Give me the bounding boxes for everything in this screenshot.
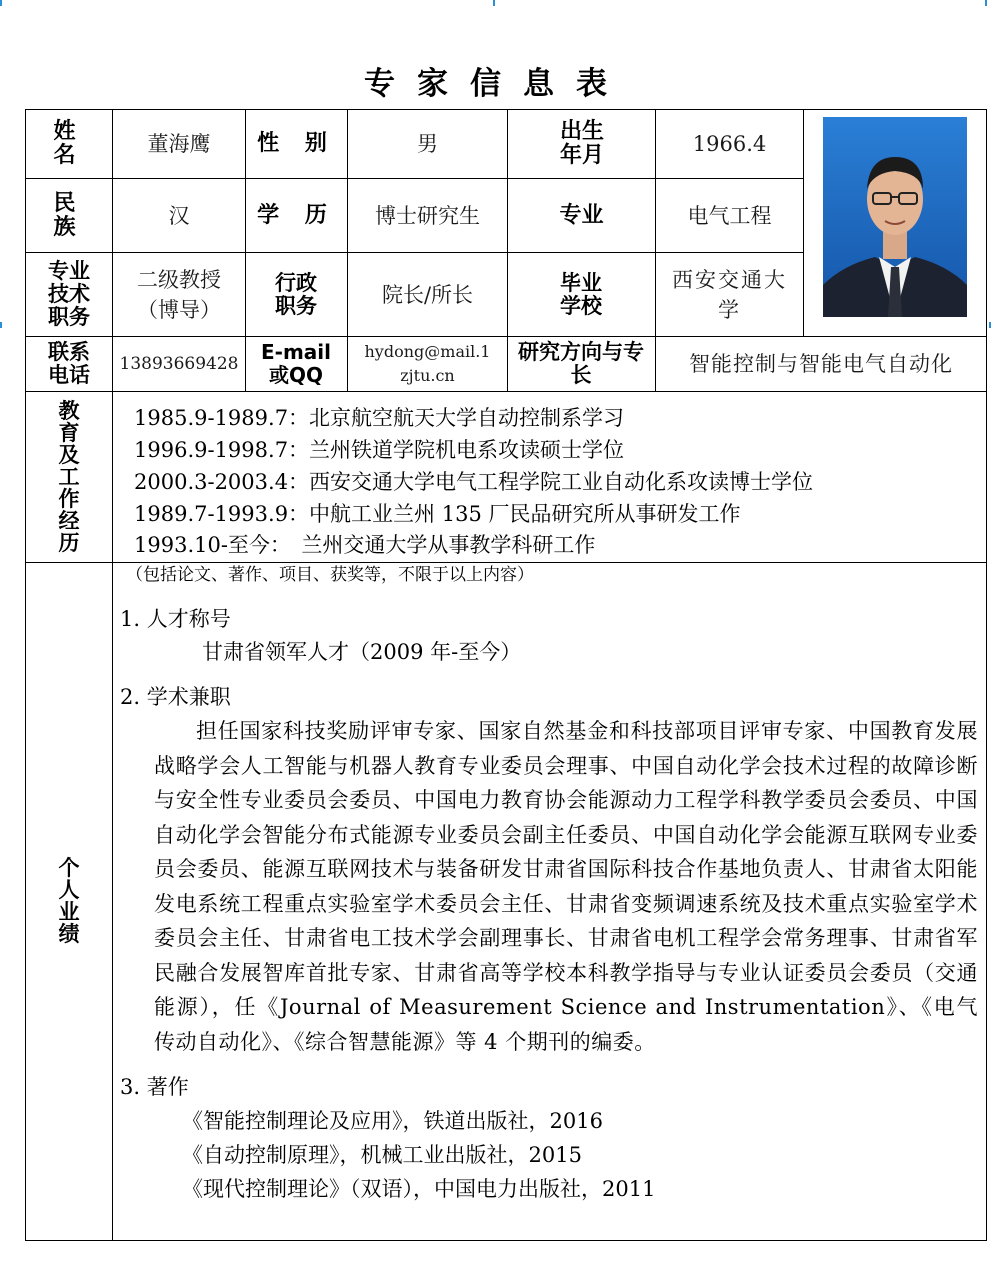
academic-text: 担任国家科技奖励评审专家、国家自然基金和科技部项目评审专家、中国教育发展战略学会人工智能与机器人教育专业委员会理事、中国自动化学会技术过程的故障诊断与安全性专业委员会委员、中国电力教育协会能源动力工程学科教学委员会委员、中国自动化学会智能分布式能源专业委员会副主任委员、中国自动化学会能源互联网专业委员会委员、能源互联网技术与装备研发甘肃省国际科技合作基地负责人、甘肃省太阳能发电系统工程重点实验室学术委员会主任、甘肃省变频调速系统及技术重点实验室学术委员会主任、甘肃省电工技术学会副理事长、甘肃省电机工程学会常务理事、甘肃省军民融合发展智库首批专家、甘肃省高等学校本科教学指导与专业认证委员会委员（交通能源），任《Journal of Measurement Science and Instrumentation》、《电气传动自动化》、《综合智慧能源》等 4 个期刊的编委。	[154, 719, 978, 1054]
achievements-note: （包括论文、著作、项目、获奖等，不限于以上内容）	[126, 565, 534, 585]
list-item: 1989.7-1993.9：中航工业兰州 135 厂民品研究所从事研发工作	[134, 502, 741, 526]
birth-value: 1966.4	[692, 132, 767, 156]
list-item: 1993.10-至今： 兰州交通大学从事教学科研工作	[134, 533, 596, 557]
edu-work-label: 教育及工作经历	[58, 399, 80, 555]
achievements-label: 个人业绩	[58, 856, 80, 946]
academic-heading: 2. 学术兼职	[120, 685, 231, 709]
list-item: 1985.9-1989.7：北京航空航天大学自动控制系学习	[134, 406, 625, 430]
tech-title-value	[113, 253, 245, 336]
crop-mark	[0, 0, 2, 6]
books-heading: 3. 著作	[120, 1075, 189, 1099]
research-value: 智能控制与智能电气自动化	[689, 352, 953, 376]
crop-mark	[985, 0, 987, 6]
achievements-content	[120, 563, 980, 1206]
page-title: 专家信息表	[364, 66, 629, 102]
school-label: 毕业学校	[560, 270, 602, 318]
talent-item: 甘肃省领军人才（2009 年-至今）	[202, 640, 522, 664]
gender-value: 男	[417, 132, 438, 156]
phone-label: 联系电话	[48, 340, 90, 387]
talent-heading: 1. 人才称号	[120, 607, 231, 631]
crop-mark	[989, 322, 991, 328]
research-label: 研究方向与专长	[518, 340, 644, 387]
email-label: E-mail或QQ	[260, 340, 331, 387]
name-value: 董海鹰	[147, 132, 211, 156]
list-item: 《自动控制原理》，机械工业出版社，2015	[182, 1143, 582, 1167]
education-label: 学 历	[257, 202, 336, 228]
email-line: zjtu.cn	[400, 366, 455, 385]
list-item: 2000.3-2003.4：西安交通大学电气工程学院工业自动化系攻读博士学位	[134, 470, 814, 494]
major-value: 电气工程	[687, 203, 772, 228]
birth-label: 出生年月	[559, 119, 604, 168]
major-label: 专业	[559, 202, 604, 228]
ethnicity-label: 民 族	[53, 190, 85, 240]
ethnicity-value: 汉	[168, 203, 190, 228]
person-portrait-icon	[823, 117, 967, 317]
email-value	[348, 337, 507, 391]
crop-mark	[0, 322, 2, 328]
email-line: hydong@mail.1	[364, 342, 491, 361]
education-value: 博士研究生	[375, 203, 480, 228]
school-value: 西安交通大学	[672, 267, 787, 322]
tech-title-line: 二级教授	[137, 267, 221, 292]
phone-value: 13893669428	[119, 354, 239, 374]
list-item: 《现代控制理论》（双语），中国电力出版社，2011	[182, 1177, 656, 1201]
list-item: 《智能控制理论及应用》，铁道出版社，2016	[182, 1109, 603, 1133]
gender-label: 性 别	[257, 131, 336, 156]
list-item: 1996.9-1998.7：兰州铁道学院机电系攻读硕士学位	[134, 438, 625, 462]
name-label: 姓 名	[53, 119, 85, 168]
admin-title-value: 院长/所长	[381, 282, 474, 307]
tech-title-label: 专业技术职务	[48, 259, 90, 329]
tech-title-line: （博导）	[137, 297, 221, 322]
admin-title-label: 行政职务	[275, 270, 317, 318]
portrait-photo	[823, 117, 967, 317]
crop-mark	[493, 0, 495, 6]
